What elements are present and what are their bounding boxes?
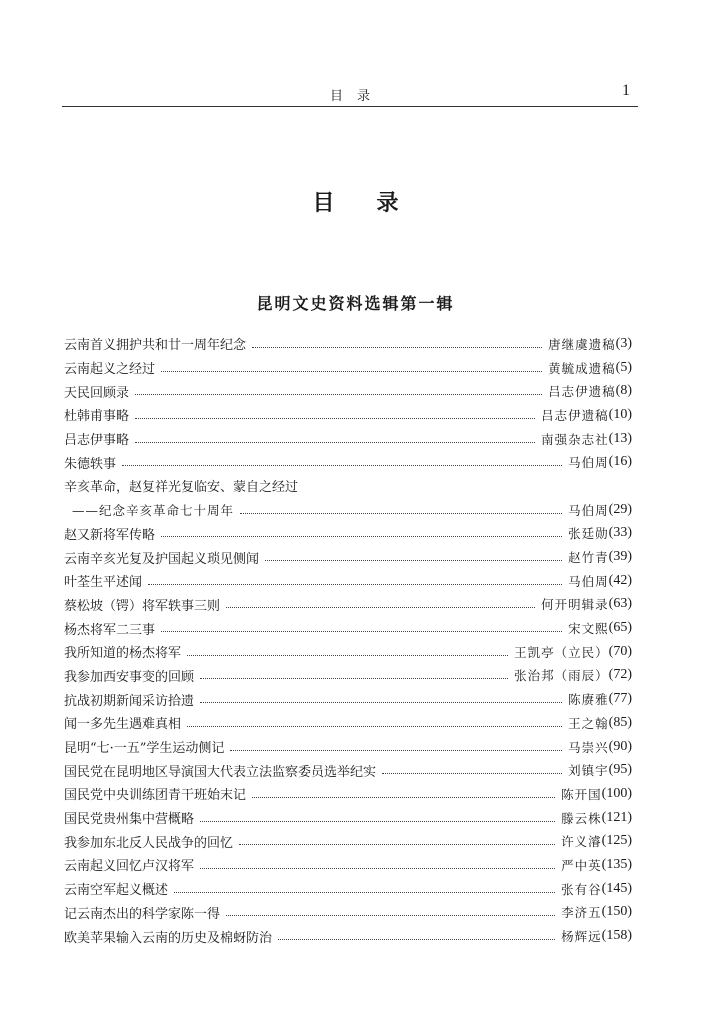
dot-leader — [161, 630, 562, 632]
toc-entry-page: (125) — [601, 833, 632, 849]
toc-entry-title: 赵又新将军传略 — [64, 527, 156, 543]
dot-leader — [187, 654, 508, 656]
toc-entry-title: 云南首义拥护共和廿一周年纪念 — [64, 338, 247, 354]
toc-entry-author: 马伯周 — [568, 573, 609, 589]
dot-leader — [265, 559, 562, 561]
toc-entry-page: (150) — [601, 904, 632, 920]
toc-entry-title: 抗战初期新闻采访拾遗 — [64, 693, 195, 709]
dot-leader — [135, 441, 535, 443]
toc-entry-title: 蔡松坡（锷）将军轶事三则 — [64, 598, 221, 614]
toc-entry-page: (77) — [608, 691, 632, 707]
dot-leader — [240, 512, 562, 514]
toc-entry-page: (145) — [601, 880, 632, 896]
toc-entry-page: (42) — [608, 572, 632, 588]
toc-entry-title: 国民党中央训练团青干班始末记 — [64, 788, 247, 804]
toc-entry[interactable] — [64, 522, 632, 546]
toc-entry-page: (70) — [608, 643, 632, 659]
toc-entry[interactable] — [64, 901, 632, 925]
page-number: 1 — [622, 82, 630, 99]
toc-entry[interactable] — [64, 379, 632, 403]
dot-leader — [174, 891, 555, 893]
toc-entry[interactable] — [64, 498, 632, 522]
toc-entry[interactable] — [64, 758, 632, 782]
toc-entry-author: 吕志伊遗稿 — [541, 407, 609, 423]
toc-entry[interactable] — [64, 593, 632, 617]
toc-entry-page: (33) — [608, 525, 632, 541]
toc-entry-page: (10) — [608, 406, 632, 422]
toc-entry-title: 辛亥革命，赵复祥光复临安、蒙自之经过 — [64, 480, 299, 496]
toc-entry-title: 叶荃生平述闻 — [64, 575, 143, 591]
toc-entry-page: (63) — [608, 596, 632, 612]
toc-entry-author: 张有谷 — [561, 881, 602, 897]
toc-entry-title: ——纪念辛亥革命七十周年 — [72, 502, 235, 518]
toc-entry[interactable] — [64, 569, 632, 593]
toc-entry-author: 滕云株 — [561, 810, 602, 826]
dot-leader — [278, 938, 555, 940]
toc-entry-page: (158) — [601, 928, 632, 944]
toc-entry-page: (90) — [608, 738, 632, 754]
toc-entry-author: 严中英 — [561, 857, 602, 873]
toc-entry[interactable] — [64, 687, 632, 711]
toc-entry[interactable] — [64, 545, 632, 569]
toc-entry-author: 黄毓成遗稿 — [548, 360, 616, 376]
toc-entry-title: 天民回顾录 — [64, 385, 130, 401]
toc-entry-author: 南强杂志社 — [541, 431, 609, 447]
toc-entry-author: 何开明辑录 — [541, 597, 609, 613]
toc-entry-title: 我参加东北反人民战争的回忆 — [64, 835, 234, 851]
toc-entry-author: 陈开国 — [561, 786, 602, 802]
toc-entry[interactable] — [64, 829, 632, 853]
toc-entry-author: 刘镇宇 — [568, 763, 609, 779]
toc-entry-page: (16) — [608, 454, 632, 470]
toc-entry[interactable] — [64, 924, 632, 948]
toc-entry[interactable] — [64, 450, 632, 474]
toc-entry-title: 吕志伊事略 — [64, 433, 130, 449]
toc-entry-author: 宋文熙 — [568, 621, 609, 637]
dot-leader — [148, 583, 562, 585]
dot-leader — [135, 393, 542, 395]
dot-leader — [200, 701, 562, 703]
dot-leader — [226, 914, 555, 916]
toc-entry[interactable] — [64, 616, 632, 640]
toc-entry-title: 国民党在昆明地区导演国大代表立法监察委员选举纪实 — [64, 764, 377, 780]
toc-entry-page: (13) — [608, 430, 632, 446]
toc-entry[interactable] — [64, 735, 632, 759]
toc-entry-page: (72) — [608, 667, 632, 683]
dot-leader — [161, 370, 542, 372]
dot-leader — [239, 843, 555, 845]
toc-entry-page: (39) — [608, 549, 632, 565]
toc-entry-page: (8) — [615, 383, 632, 399]
toc-entry-page: (100) — [601, 785, 632, 801]
toc-entry[interactable] — [64, 806, 632, 830]
toc-entry-title: 我参加西安事变的回顾 — [64, 669, 195, 685]
running-header — [62, 84, 638, 107]
toc-entry-title: 杜韩甫事略 — [64, 409, 130, 425]
section-title: 昆明文史资料选辑第一辑 — [256, 294, 455, 313]
toc-entry[interactable] — [64, 474, 632, 498]
toc-entry-title: 杨杰将军二三事 — [64, 622, 156, 638]
toc-entry-author: 唐继虞遗稿 — [548, 336, 616, 352]
toc-entry-page: (29) — [608, 501, 632, 517]
toc-entry-page: (65) — [608, 620, 632, 636]
toc-entry-author: 许义濬 — [561, 834, 602, 850]
toc-entry-title: 我所知道的杨杰将军 — [64, 646, 182, 662]
toc-entry-author: 马伯周 — [568, 455, 609, 471]
toc-entry[interactable] — [64, 403, 632, 427]
dot-leader — [161, 535, 562, 537]
dot-leader — [200, 867, 555, 869]
toc-entry[interactable] — [64, 356, 632, 380]
toc-entry[interactable] — [64, 640, 632, 664]
toc-entry-page: (85) — [608, 714, 632, 730]
toc-entry[interactable] — [64, 853, 632, 877]
toc-entry-author: 杨辉远 — [561, 929, 602, 945]
toc-entry-title: 欧美苹果输入云南的历史及棉蚜防治 — [64, 930, 273, 946]
toc-entry-title: 云南辛亥光复及护国起义琐见侧闻 — [64, 551, 260, 567]
toc-entry[interactable] — [64, 782, 632, 806]
dot-leader — [230, 749, 562, 751]
toc-entry-title: 国民党贵州集中营概略 — [64, 812, 195, 828]
toc-entry-title: 记云南杰出的科学家陈一得 — [64, 906, 221, 922]
toc-entry-author: 张治邦（雨辰） — [514, 668, 609, 684]
dot-leader — [252, 796, 555, 798]
toc-entry[interactable] — [64, 427, 632, 451]
toc-entry-title: 云南空军起义概述 — [64, 883, 169, 899]
toc-entry[interactable] — [64, 664, 632, 688]
toc-entry-title: 云南起义回忆卢汉将军 — [64, 859, 195, 875]
toc-entry-author: 赵竹青 — [568, 550, 609, 566]
dot-leader — [135, 417, 535, 419]
toc-entry-page: (135) — [601, 856, 632, 872]
toc-entry-author: 陈赓雅 — [568, 692, 609, 708]
toc-entry-author: 吕志伊遗稿 — [548, 384, 616, 400]
toc-entry-title: 朱德轶事 — [64, 456, 117, 472]
dot-leader — [122, 464, 562, 466]
table-of-contents — [64, 332, 632, 948]
toc-entry-title: 云南起义之经过 — [64, 362, 156, 378]
dot-leader — [187, 725, 562, 727]
toc-entry-page: (5) — [615, 359, 632, 375]
toc-entry-author: 王凯亭（立民） — [514, 644, 609, 660]
running-header-title: 目录 — [329, 89, 384, 104]
toc-entry[interactable] — [64, 877, 632, 901]
toc-entry-page: (121) — [601, 809, 632, 825]
toc-entry-page: (3) — [615, 335, 632, 351]
toc-entry[interactable] — [64, 711, 632, 735]
toc-entry-author: 马伯周 — [568, 502, 609, 518]
toc-entry-author: 王之翰 — [568, 715, 609, 731]
toc-entry-author: 马崇兴 — [568, 739, 609, 755]
toc-entry-page: (95) — [608, 762, 632, 778]
toc-entry-title: 闻一多先生遇难真相 — [64, 717, 182, 733]
toc-entry-author: 李济五 — [561, 905, 602, 921]
dot-leader — [252, 346, 542, 348]
page-title: 目录 — [312, 190, 441, 216]
toc-entry[interactable] — [64, 332, 632, 356]
toc-entry-author: 张廷勋 — [568, 526, 609, 542]
dot-leader — [200, 820, 555, 822]
toc-entry-title: 昆明“七·一五”学生运动侧记 — [64, 741, 225, 757]
dot-leader — [200, 677, 508, 679]
dot-leader — [226, 606, 535, 608]
dot-leader — [382, 772, 562, 774]
